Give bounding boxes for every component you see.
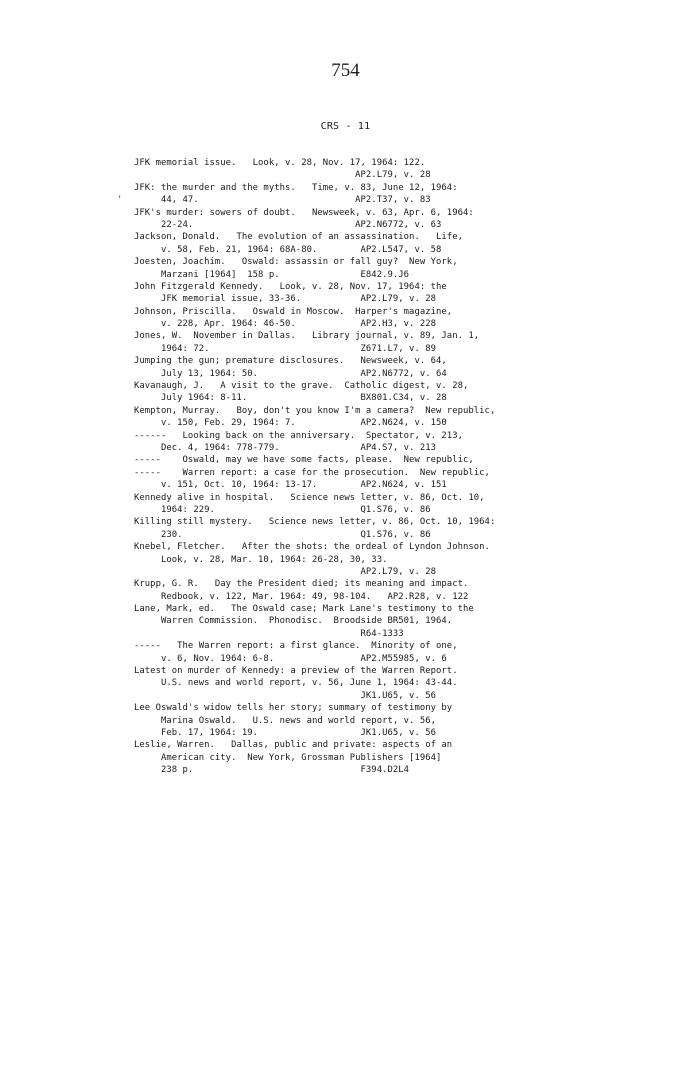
entry-line: JFK's murder: sowers of doubt. Newsweek, v. 63, Apr. 6, 1964: xyxy=(134,207,474,218)
bibliography-entry xyxy=(134,739,554,776)
bibliography-entry xyxy=(134,157,554,182)
bibliography-entry xyxy=(134,256,554,281)
entry-line: Marzani [1964] 158 p. E842.9.J6 xyxy=(134,269,410,280)
entry-line: ----- Warren report: a case for the prosecution. New republic, xyxy=(134,467,490,478)
bibliography-entry xyxy=(134,492,554,517)
section-code: CRS - 11 xyxy=(320,121,371,132)
entry-line: Marina Oswald. U.S. news and world report, v. 56, xyxy=(134,715,437,726)
bibliography-entry xyxy=(134,231,554,256)
bibliography-entry xyxy=(134,405,554,430)
entry-line: 22-24. AP2.N6772, v. 63 xyxy=(134,219,442,230)
entry-line: U.S. news and world report, v. 56, June 1, 1964: 43-44. xyxy=(134,678,458,689)
entry-line: AP2.L79, v. 28 xyxy=(134,566,437,577)
entry-line: Lane, Mark, ed. The Oswald case; Mark Lane's testimony to the xyxy=(134,604,474,615)
bibliography-entry xyxy=(134,380,554,405)
bibliography-entry xyxy=(134,603,554,640)
entry-line: v. 151, Oct. 10, 1964: 13-17. AP2.N624, v. 151 xyxy=(134,480,447,491)
entry-line: ------ Looking back on the anniversary. Spectator, v. 213, xyxy=(134,430,463,441)
entry-line: Dec. 4, 1964: 778-779. AP4.S7, v. 213 xyxy=(134,442,437,453)
entry-line: Kennedy alive in hospital. Science news letter, v. 86, Oct. 10, xyxy=(134,492,485,503)
entry-line: 1964: 229. Q1.S76, v. 86 xyxy=(134,504,431,515)
bibliography-entry xyxy=(134,541,554,578)
entry-line: 230. Q1.S76, v. 86 xyxy=(134,529,431,540)
entry-line: John Fitzgerald Kennedy. Look, v. 28, Nov. 17, 1964: the xyxy=(134,281,447,292)
entry-line: 44, 47. AP2.T37, v. 83 xyxy=(134,195,431,206)
entry-line: ----- Oswald, may we have some facts, please. New republic, xyxy=(134,455,474,466)
entry-line: JFK memorial issue. Look, v. 28, Nov. 17, 1964: 122. xyxy=(134,158,426,168)
bibliography-entry xyxy=(134,330,554,355)
bibliography-entry xyxy=(134,182,554,207)
entry-line: Kavanaugh, J. A visit to the grave. Catholic digest, v. 28, xyxy=(134,381,469,392)
entry-line: Warren Commission. Phonodisc. Broodside BR501, 1964. xyxy=(134,616,453,627)
bibliography-entry xyxy=(134,516,554,541)
entry-line: Knebel, Fletcher. After the shots: the ordeal of Lyndon Johnson. xyxy=(134,542,490,553)
entry-line: 1964: 72. Z671.L7, v. 89 xyxy=(134,343,437,354)
entry-line: Redbook, v. 122, Mar. 1964: 49, 98-104. AP2.R28, v. 122 xyxy=(134,591,469,602)
entry-line: JFK: the murder and the myths. Time, v. 83, June 12, 1964: xyxy=(134,182,458,193)
entry-line: Joesten, Joachim. Oswald: assassin or fall guy? New York, xyxy=(134,257,458,268)
bibliography-entry xyxy=(134,702,554,739)
page-number: 754 xyxy=(331,60,360,81)
entry-line: Jones, W. November in Dallas. Library journal, v. 89, Jan. 1, xyxy=(134,331,480,342)
entry-line: Jackson, Donald. The evolution of an assassination. Life, xyxy=(134,232,463,243)
bibliography-entry xyxy=(134,454,554,466)
entry-line: Latest on murder of Kennedy: a preview of the Warren Report. xyxy=(134,666,458,677)
entry-line: JFK memorial issue, 33-36. AP2.L79, v. 28 xyxy=(134,294,437,305)
entry-line: Krupp, G. R. Day the President died; its meaning and impact. xyxy=(134,579,469,590)
bibliography-list xyxy=(134,157,554,777)
entry-line: 238 p. F394.D2L4 xyxy=(134,765,410,776)
bibliography-entry xyxy=(134,665,554,702)
bibliography-entry xyxy=(134,355,554,380)
bibliography-entry xyxy=(134,467,554,492)
bibliography-entry xyxy=(134,306,554,331)
bibliography-entry xyxy=(134,640,554,665)
entry-line: AP2.L79, v. 28 xyxy=(134,170,431,181)
entry-line: Leslie, Warren. Dallas, public and private: aspects of an xyxy=(134,740,453,751)
entry-line: v. 150, Feb. 29, 1964: 7. AP2.N624, v. 150 xyxy=(134,418,447,429)
entry-line: Johnson, Priscilla. Oswald in Moscow. Harper's magazine, xyxy=(134,306,453,317)
entry-line: July 1964: 8-11. BX801.C34, v. 28 xyxy=(134,393,447,404)
entry-line: Lee Oswald's widow tells her story; summary of testimony by xyxy=(134,703,453,714)
entry-line: Jumping the gun; premature disclosures. Newsweek, v. 64, xyxy=(134,356,447,367)
bibliography-entry xyxy=(134,207,554,232)
entry-line: ----- The Warren report: a first glance. Minority of one, xyxy=(134,641,458,652)
entry-line: JK1.U65, v. 56 xyxy=(134,690,437,701)
entry-line: Look, v. 28, Mar. 10, 1964: 26-28, 30, 33. xyxy=(134,554,388,565)
bibliography-entry xyxy=(134,430,554,455)
entry-line: R64-1333 xyxy=(134,628,404,639)
entry-line: American city. New York, Grossman Publishers [1964] xyxy=(134,752,442,763)
entry-line: v. 58, Feb. 21, 1964: 68A-80. AP2.L547, v. 58 xyxy=(134,244,442,255)
bibliography-entry xyxy=(134,578,554,603)
bibliography-entry xyxy=(134,281,554,306)
entry-line: Killing still mystery. Science news letter, v. 86, Oct. 10, 1964: xyxy=(134,517,496,528)
entry-line: v. 228, Apr. 1964: 46-50. AP2.H3, v. 228 xyxy=(134,319,437,330)
entry-line: Kempton, Murray. Boy, don't you know I'm a camera? New republic, xyxy=(134,405,496,416)
margin-mark: ' xyxy=(117,195,123,205)
entry-line: Feb. 17, 1964: 19. JK1.U65, v. 56 xyxy=(134,727,437,738)
entry-line: July 13, 1964: 50. AP2.N6772, v. 64 xyxy=(134,368,447,379)
entry-line: v. 6, Nov. 1964: 6-8. AP2.M55985, v. 6 xyxy=(134,653,447,664)
